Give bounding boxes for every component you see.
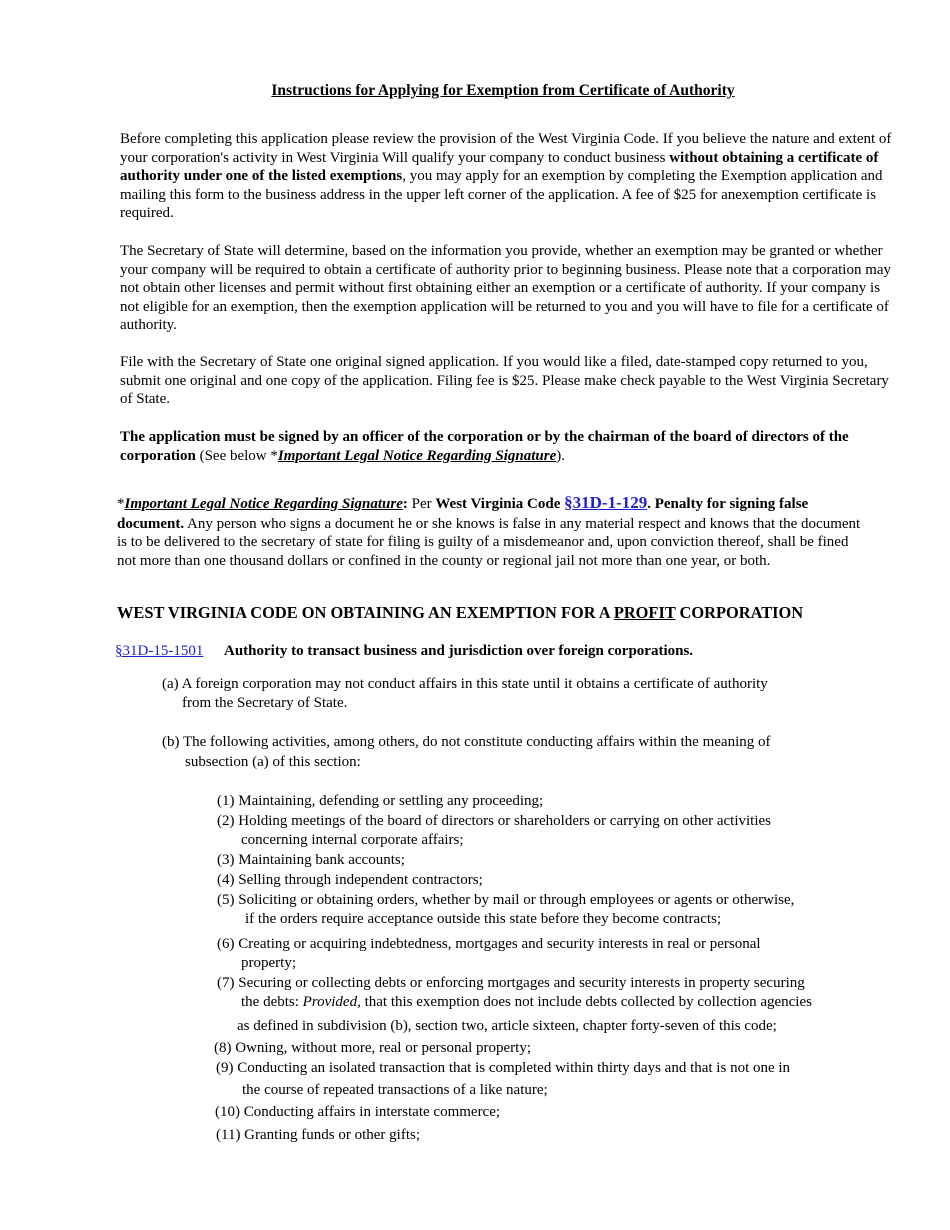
code-link-31d-1-129[interactable]: §31D-1-129 xyxy=(564,493,648,512)
list-item: (9) Conducting an isolated transaction that is completed within thirty days and that is not one in xyxy=(216,1060,791,1076)
code-section-heading xyxy=(117,603,803,623)
list-item: (8) Owning, without more, real or personal property; xyxy=(214,1040,531,1056)
list-item: (4) Selling through independent contractors; xyxy=(217,872,483,888)
intro-text-a: Before completing this application please review the provision of the West Virginia Code. If you believe the nature and extent of your corporation's activity in West Virginia Will qualify your company to conduct business xyxy=(120,131,892,166)
intro-text-bold: without obtaining a certificate of authority under one of the listed exemptions xyxy=(120,149,879,185)
list-item: (11) Granting funds or other gifts; xyxy=(216,1127,420,1143)
notice-line-2 xyxy=(117,515,860,533)
notice-body-a: Any person who signs a document he or she knows is false in any material respect and knows that the document xyxy=(184,516,861,532)
heading-post: CORPORATION xyxy=(675,603,804,622)
notice-label: Important Legal Notice Regarding Signature xyxy=(124,496,403,512)
list-item: (2) Holding meetings of the board of directors or shareholders or carrying on other activities xyxy=(217,813,771,829)
notice-line-3: is to be delivered to the secretary of state for filing is guilty of a misdemeanor and, upon conviction thereof, shall be fined xyxy=(117,534,849,550)
heading-pre: WEST VIRGINIA CODE ON OBTAINING AN EXEMPTION FOR A xyxy=(117,603,614,622)
list-item: (3) Maintaining bank accounts; xyxy=(217,852,405,868)
item7-pre: the debts: xyxy=(241,994,303,1010)
code-link-31d-15-1501[interactable]: §31D-15-1501 xyxy=(115,643,204,659)
list-item: the course of repeated transactions of a like nature; xyxy=(242,1082,548,1098)
heading-profit: PROFIT xyxy=(613,603,676,622)
see-below-suffix: ). xyxy=(556,447,565,464)
section-title: Authority to transact business and jurisdiction over foreign corporations. xyxy=(224,643,694,659)
notice-per: Per xyxy=(407,496,436,512)
list-item: property; xyxy=(241,955,296,971)
list-item: (6) Creating or acquiring indebtedness, mortgages and security interests in real or personal xyxy=(217,936,761,952)
subsection-a-line-1: (a) A foreign corporation may not conduct affairs in this state until it obtains a certificate of authority xyxy=(162,676,768,692)
determination-paragraph: The Secretary of State will determine, based on the information you provide, whether an exemption may be granted or whether your company will be required to obtain a certificate of authority prior to beginning business. Please note that a corporation may not obtain other licenses and permit without first obtaining either an exemption or a certificate of authority. If your company is not eligible for an exemption, then the exemption application will be returned to you and you will have to file for a certificate of authority. xyxy=(120,243,892,334)
page-title: Instructions for Applying for Exemption from Certificate of Authority xyxy=(271,82,735,99)
list-item: concerning internal corporate affairs; xyxy=(241,832,464,848)
see-below-prefix: (See below * xyxy=(195,447,278,464)
intro-paragraph xyxy=(120,130,895,223)
notice-colon: : xyxy=(402,496,408,512)
section-line xyxy=(115,642,203,660)
notice-penalty-b: document. xyxy=(117,516,185,532)
item7-provided: Provided, xyxy=(302,994,361,1010)
notice-line-1 xyxy=(117,493,808,514)
item7-post: that this exemption does not include debts collected by collection agencies xyxy=(360,994,812,1010)
list-item: (7) Securing or collecting debts or enforcing mortgages and security interests in property securing xyxy=(217,975,805,991)
notice-code-label: West Virginia Code xyxy=(435,496,565,512)
subsection-b-line-2: subsection (a) of this section: xyxy=(185,754,361,770)
list-item: (10) Conducting affairs in interstate commerce; xyxy=(215,1104,501,1120)
signature-requirement-bold: The application must be signed by an officer of the corporation or by the chairman of the board of directors of the corporation xyxy=(120,429,849,464)
list-item: (5) Soliciting or obtaining orders, whether by mail or through employees or agents or otherwise, xyxy=(217,892,795,908)
list-item xyxy=(241,993,812,1011)
notice-line-4: not more than one thousand dollars or confined in the county or regional jail not more than one year, or both. xyxy=(117,553,771,569)
filing-paragraph: File with the Secretary of State one original signed application. If you would like a filed, date-stamped copy returned to you, submit one original and one copy of the application. Filing fee is $25. Please make check payable to the West Virginia Secretary of State. xyxy=(120,354,889,408)
subsection-b-line-1: (b) The following activities, among others, do not constitute conducting affairs within the meaning of xyxy=(162,734,771,750)
notice-penalty-a: . Penalty for signing false xyxy=(647,496,809,512)
list-item: (1) Maintaining, defending or settling any proceeding; xyxy=(217,793,544,809)
list-item: if the orders require acceptance outside this state before they become contracts; xyxy=(245,911,722,927)
subsection-a-line-2: from the Secretary of State. xyxy=(182,695,348,711)
list-item: as defined in subdivision (b), section two, article sixteen, chapter forty-seven of this code; xyxy=(237,1018,777,1034)
signature-requirement-paragraph xyxy=(120,428,895,465)
see-below-link[interactable]: Important Legal Notice Regarding Signature xyxy=(277,447,557,464)
notice-star: * xyxy=(117,496,125,512)
intro-text-c: , you may apply for an exemption by completing the Exemption application and mailing this form to the business address in the upper left corner of the application. A fee of $25 for anexemption certificate is required. xyxy=(120,168,883,222)
